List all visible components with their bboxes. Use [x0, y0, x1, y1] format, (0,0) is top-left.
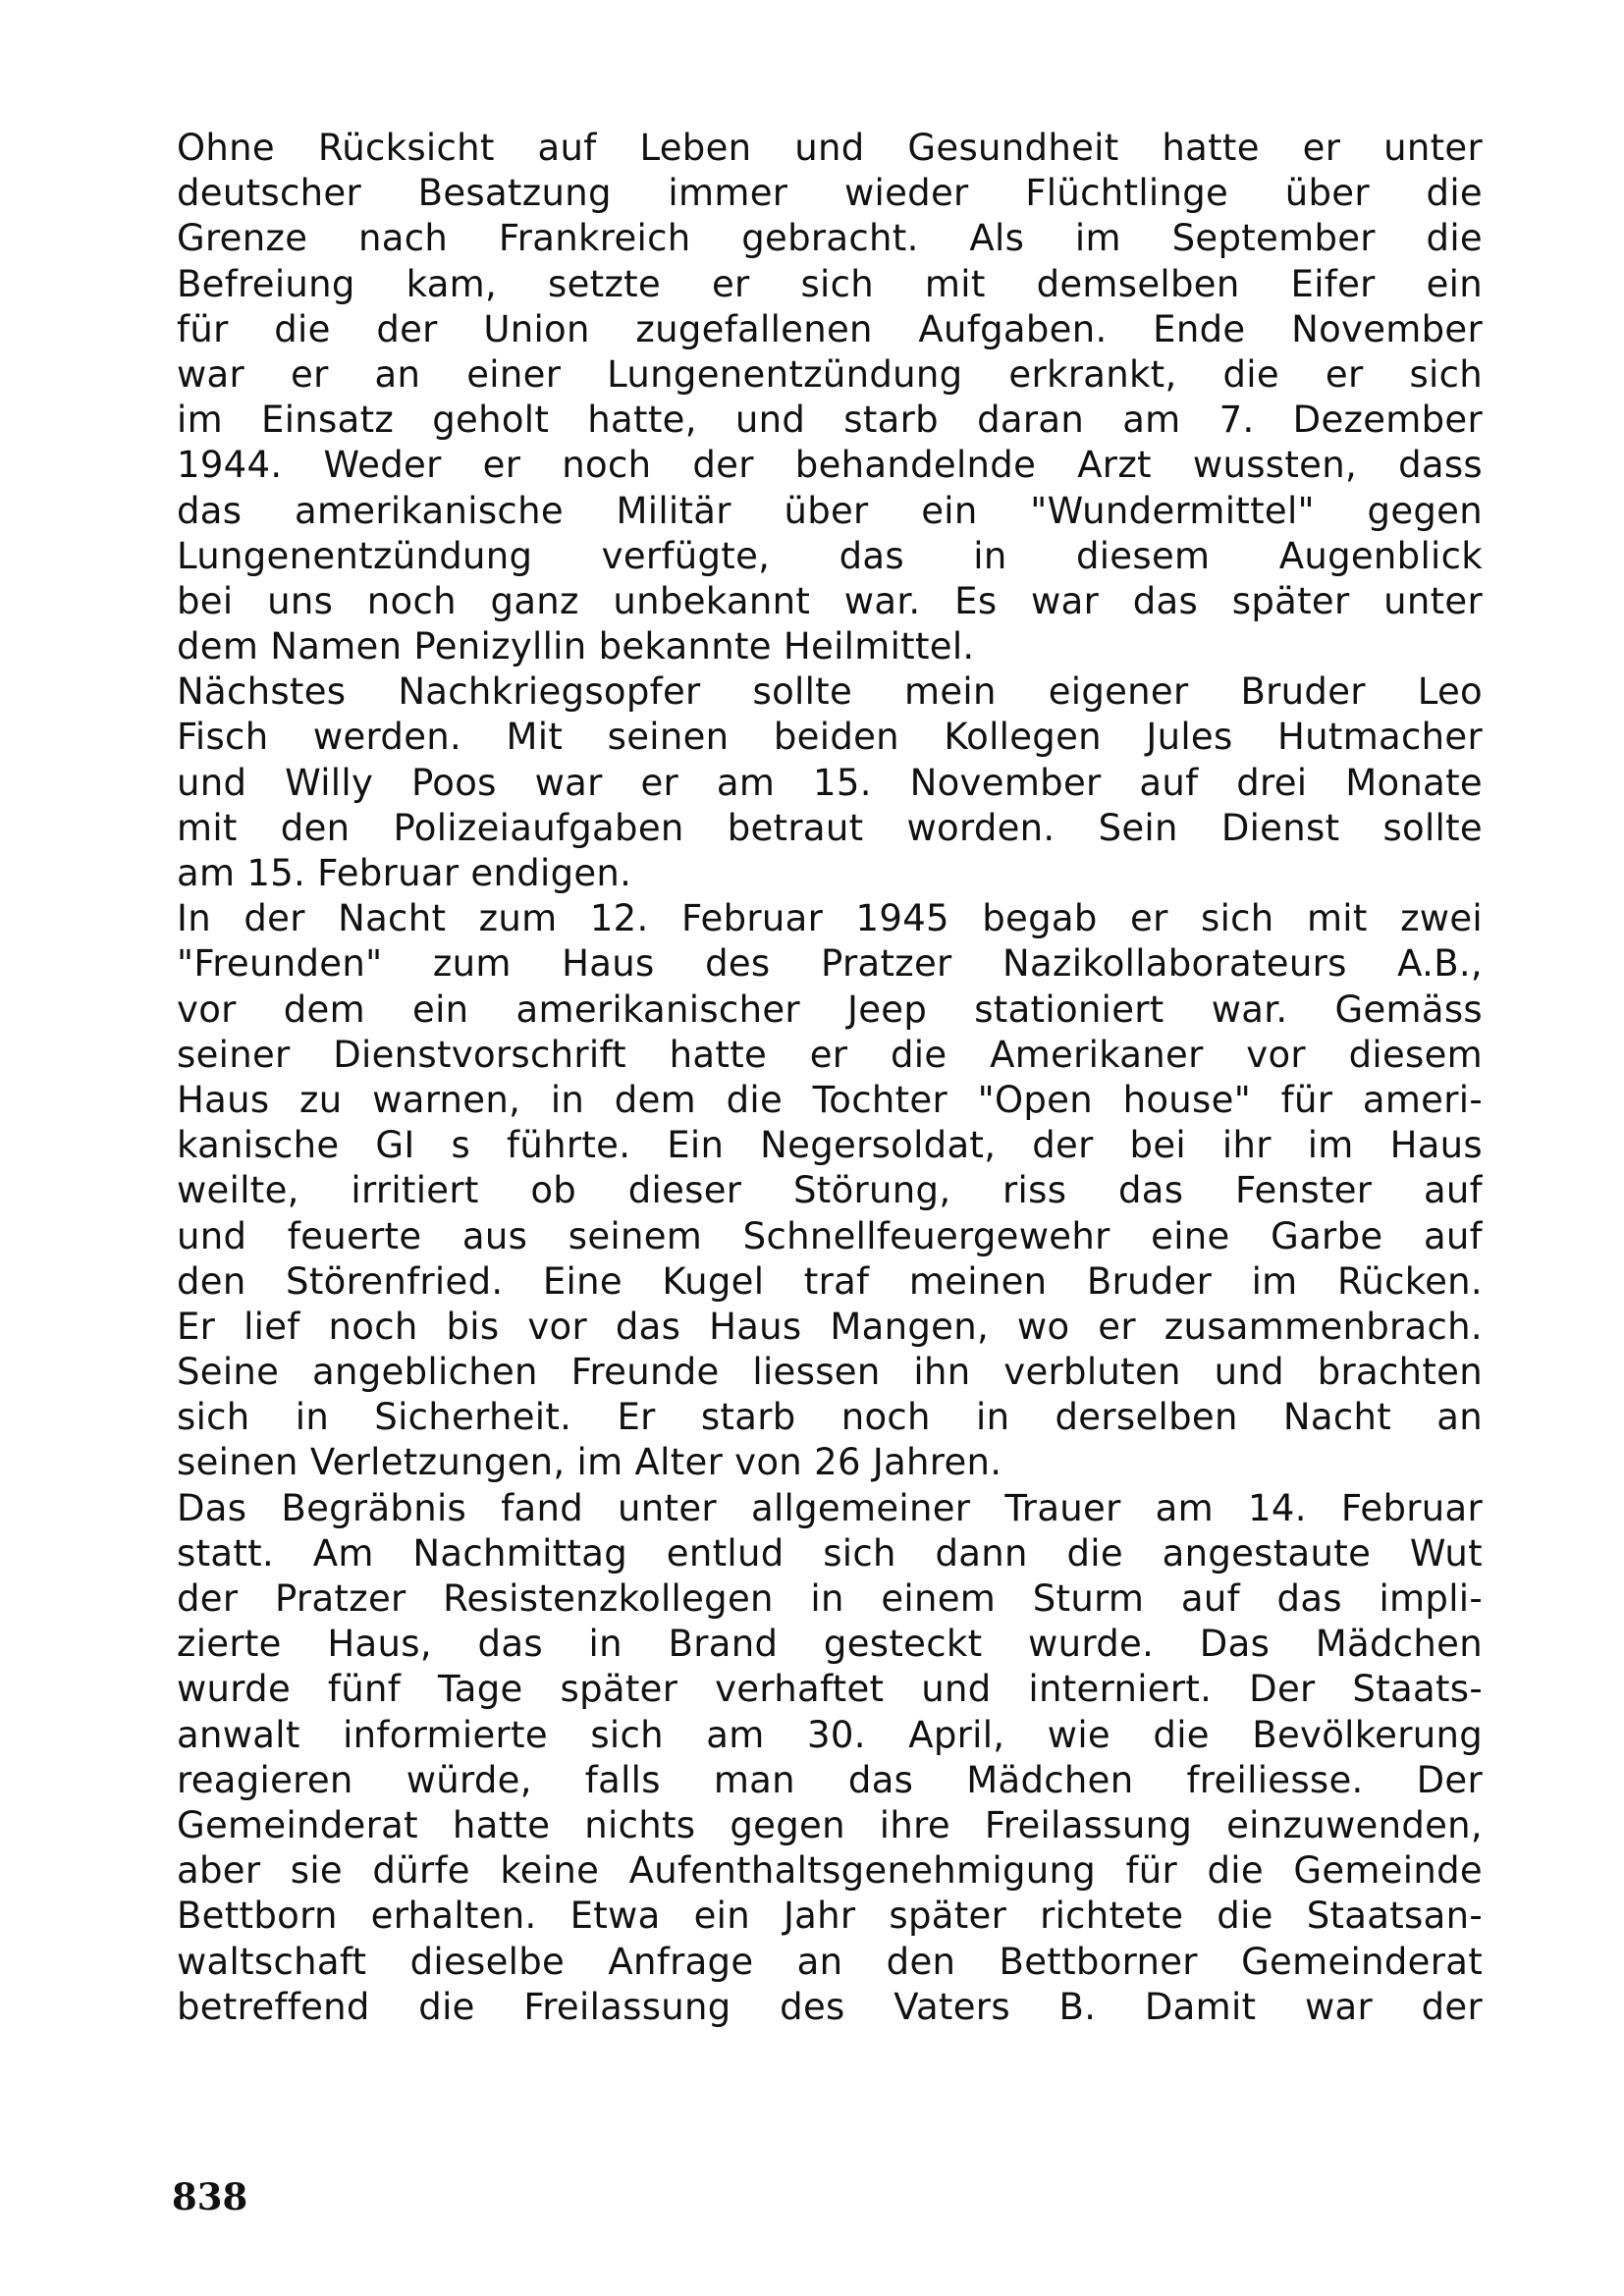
text-line: im Einsatz geholt hatte, und starb daran am 7. Dezember — [177, 399, 1483, 442]
text-line: sich in Sicherheit. Er starb noch in derselben Nacht an — [177, 1396, 1483, 1439]
text-line: und Willy Poos war er am 15. November auf drei Monate — [177, 761, 1483, 804]
text-line: der Pratzer Resistenzkollegen in einem Sturm auf das impli- — [177, 1577, 1483, 1620]
text-line: zierte Haus, das in Brand gesteckt wurde. Das Mädchen — [177, 1623, 1483, 1666]
text-line: Seine angeblichen Freunde liessen ihn verbluten und brachten — [177, 1351, 1483, 1394]
text-line: Nächstes Nachkriegsopfer sollte mein eigener Bruder Leo — [177, 670, 1483, 714]
text-line: das amerikanische Militär über ein "Wundermittel" gegen — [177, 489, 1483, 532]
text-line: Das Begräbnis fand unter allgemeiner Trauer am 14. Februar — [177, 1486, 1483, 1529]
text-line: Er lief noch bis vor das Haus Mangen, wo er zusammenbrach. — [177, 1305, 1483, 1348]
text-line: und feuerte aus seinem Schnellfeuergewehr eine Garbe auf — [177, 1214, 1483, 1257]
text-line: betreffend die Freilassung des Vaters B. Damit war der — [177, 1985, 1483, 2028]
text-line: waltschaft dieselbe Anfrage an den Bettborner Gemeinderat — [177, 1940, 1483, 1983]
text-line: am 15. Februar endigen. — [177, 852, 632, 894]
text-line: deutscher Besatzung immer wieder Flüchtlinge über die — [177, 172, 1483, 215]
text-line: wurde fünf Tage später verhaftet und interniert. Der Staats- — [177, 1668, 1483, 1711]
text-line: In der Nacht zum 12. Februar 1945 begab er sich mit zwei — [177, 897, 1483, 940]
text-line: anwalt informierte sich am 30. April, wie die Bevölkerung — [177, 1713, 1483, 1756]
text-line: war er an einer Lungenentzündung erkrankt, die er sich — [177, 352, 1483, 396]
text-line: bei uns noch ganz unbekannt war. Es war das später unter — [177, 579, 1483, 622]
text-line: seinen Verletzungen, im Alter von 26 Jahren. — [177, 1441, 1002, 1484]
text-line: "Freunden" zum Haus des Pratzer Nazikollaborateurs A.B., — [177, 942, 1483, 986]
text-line: Befreiung kam, setzte er sich mit demselben Eifer ein — [177, 262, 1483, 305]
text-line: Haus zu warnen, in dem die Tochter "Open house" für ameri- — [177, 1078, 1483, 1121]
text-line: kanische GI s führte. Ein Negersoldat, der bei ihr im Haus — [177, 1124, 1483, 1167]
text-line: Fisch werden. Mit seinen beiden Kollegen Jules Hutmacher — [177, 716, 1483, 759]
text-line: den Störenfried. Eine Kugel traf meinen Bruder im Rücken. — [177, 1259, 1483, 1303]
text-line: Gemeinderat hatte nichts gegen ihre Freilassung einzuwenden, — [177, 1803, 1483, 1846]
text-line: aber sie dürfe keine Aufenthaltsgenehmigung für die Gemeinde — [177, 1849, 1483, 1893]
text-line: Bettborn erhalten. Etwa ein Jahr später richtete die Staatsan- — [177, 1895, 1483, 1938]
text-line: statt. Am Nachmittag entlud sich dann die angestaute Wut — [177, 1531, 1483, 1575]
text-line: reagieren würde, falls man das Mädchen freiliesse. Der — [177, 1758, 1483, 1801]
text-line: 1944. Weder er noch der behandelnde Arzt wussten, dass — [177, 444, 1483, 487]
page-number: 838 — [172, 2175, 248, 2218]
body-text — [177, 126, 1483, 2030]
text-line: mit den Polizeiaufgaben betraut worden. Sein Dienst sollte — [177, 806, 1483, 849]
text-line: Ohne Rücksicht auf Leben und Gesundheit hatte er unter — [177, 127, 1483, 169]
text-line: weilte, irritiert ob dieser Störung, riss das Fenster auf — [177, 1169, 1483, 1212]
text-line: Lungenentzündung verfügte, das in diesem Augenblick — [177, 534, 1483, 577]
text-line: für die der Union zugefallenen Aufgaben. Ende November — [177, 307, 1483, 350]
text-line: seiner Dienstvorschrift hatte er die Amerikaner vor diesem — [177, 1033, 1483, 1076]
text-line: vor dem ein amerikanischer Jeep stationiert war. Gemäss — [177, 988, 1483, 1031]
text-line: Grenze nach Frankreich gebracht. Als im September die — [177, 217, 1483, 260]
text-line: dem Namen Penizyllin bekannte Heilmittel. — [177, 625, 975, 668]
